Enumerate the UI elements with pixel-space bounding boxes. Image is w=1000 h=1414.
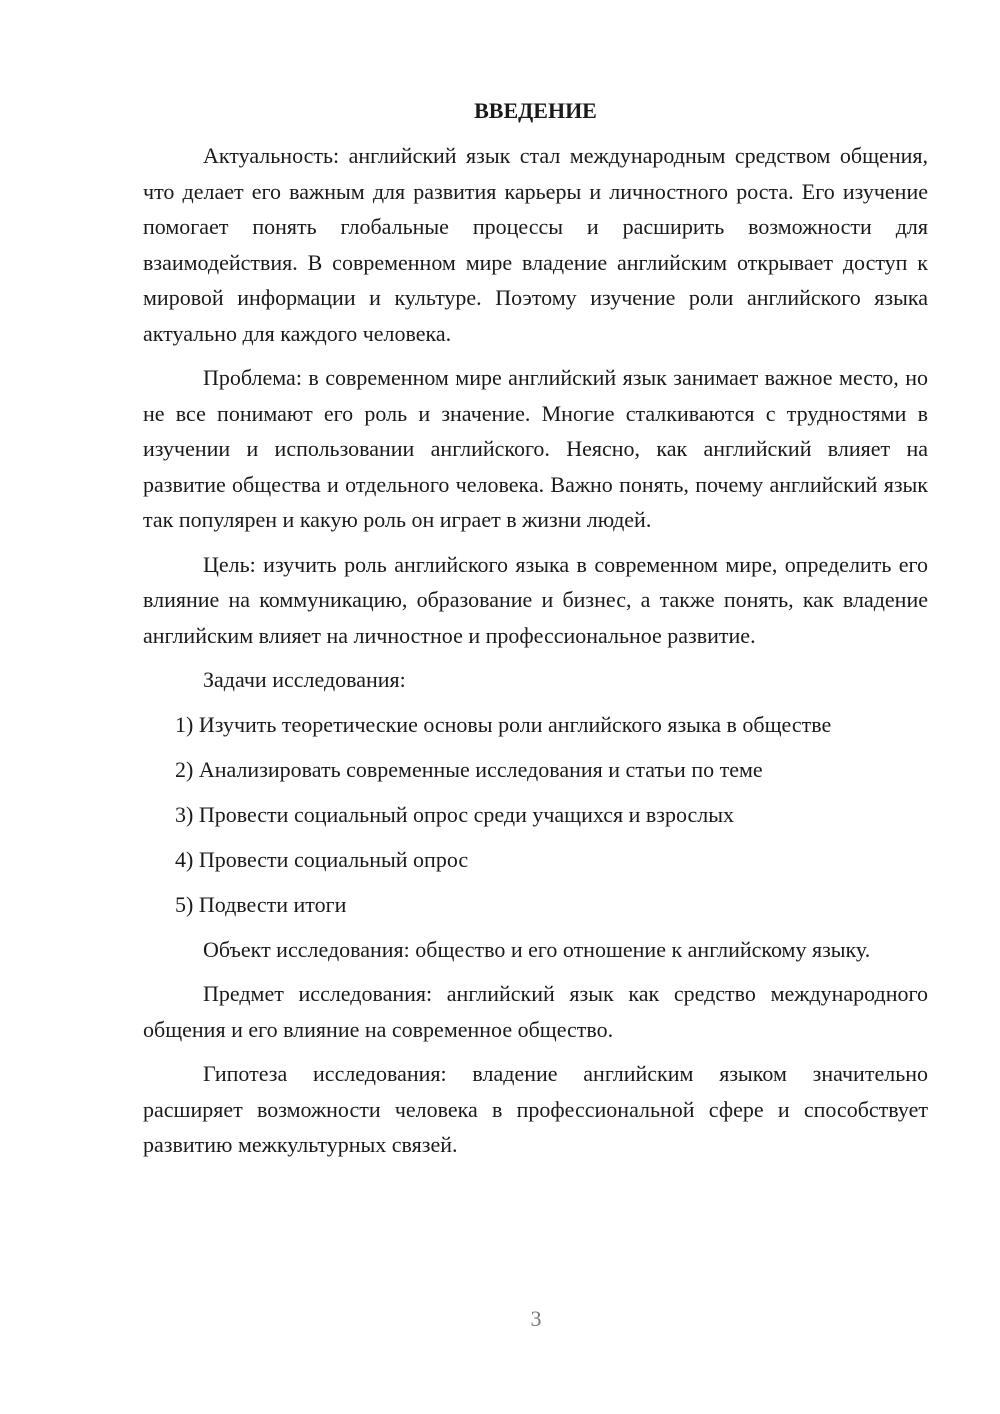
- tasks-list: [143, 707, 928, 923]
- list-item: 4) Провести социальный опрос: [175, 846, 469, 872]
- tasks-heading: Задачи исследования:: [203, 667, 406, 692]
- page-title: ВВЕДЕНИЕ: [474, 98, 597, 123]
- goal-paragraph: Цель: изучить роль английского языка в современном мире, определить его влияние на коммуникацию, образование и бизнес, а также понять, как владение английским влияет на личностное и профессиональное развитие.: [143, 551, 928, 648]
- list-item: 1) Изучить теоретические основы роли английского языка в обществе: [175, 711, 832, 737]
- object-paragraph: Объект исследования: общество и его отношение к английскому языку.: [203, 936, 871, 962]
- list-item: 3) Провести социальный опрос среди учащихся и взрослых: [175, 801, 735, 827]
- list-item: 5) Подвести итоги: [175, 891, 347, 917]
- hypothesis-paragraph: Гипотеза исследования: владение английским языком значительно расширяет возможности человека в профессиональной сфере и способствует развитию межкультурных связей.: [143, 1061, 928, 1157]
- subject-paragraph: Предмет исследования: английский язык как средство международного общения и его влияние на современное общество.: [143, 981, 928, 1042]
- relevance-paragraph: Актуальность: английский язык стал международным средством общения, что делает его важным для развития карьеры и личностного роста. Его изучение помогает понять глобальные процессы и расширить возможности для взаимодействия. В современном мире владение английским открывает доступ к мировой информации и культуре. Поэтому изучение роли английского языка актуально для каждого человека.: [143, 143, 928, 346]
- problem-paragraph: Проблема: в современном мире английский язык занимает важное место, но не все понимают его роль и значение. Многие сталкиваются с трудностями в изучении и использовании английского. Неясно, как английский влияет на развитие общества и отдельного человека. Важно понять, почему английский язык так популярен и какую роль он играет в жизни людей.: [143, 365, 928, 532]
- page-number: 3: [530, 1306, 542, 1331]
- document-body: [143, 96, 928, 1172]
- list-item: 2) Анализировать современные исследования и статьи по теме: [175, 756, 763, 782]
